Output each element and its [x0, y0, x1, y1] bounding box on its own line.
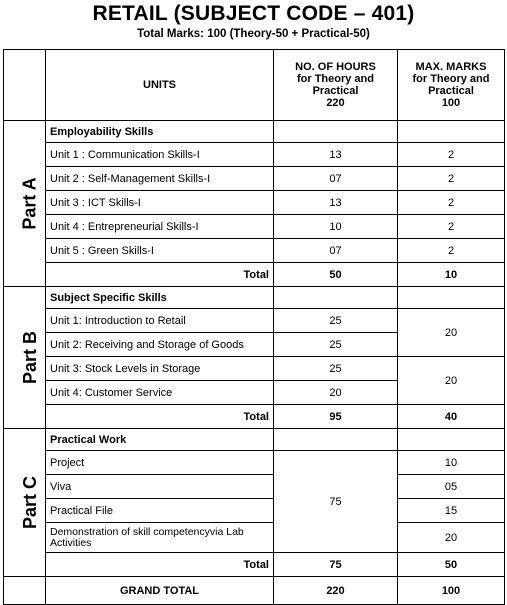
- practical-item-marks: 05: [398, 475, 505, 499]
- header-marks-line: 100: [441, 97, 461, 109]
- grand-total-row: [4, 577, 505, 605]
- unit-name: Unit 4 : Entrepreneurial Skills-I: [46, 215, 274, 239]
- header-hours-line: 220: [326, 97, 345, 109]
- unit-hours: 13: [274, 191, 398, 215]
- unit-marks-group: 20: [398, 357, 505, 405]
- unit-hours: 07: [274, 167, 398, 191]
- table-row: [4, 357, 505, 381]
- total-row: [4, 263, 505, 287]
- unit-name: Unit 2 : Self-Management Skills-I: [46, 167, 274, 191]
- table-row: [4, 309, 505, 333]
- practical-item-marks: 20: [398, 523, 505, 553]
- unit-marks: 2: [398, 167, 505, 191]
- total-label: Total: [46, 263, 274, 287]
- table-row: [4, 143, 505, 167]
- total-hours: 95: [274, 405, 398, 429]
- unit-name: Unit 1 : Communication Skills-I: [46, 143, 274, 167]
- practical-item-marks: 10: [398, 451, 505, 475]
- unit-name: Unit 3: Stock Levels in Storage: [46, 357, 274, 381]
- part-b-label: Part B: [20, 330, 41, 385]
- part-a-label: Part A: [19, 177, 40, 230]
- grand-total-marks: 100: [398, 577, 505, 605]
- page-title: RETAIL (SUBJECT CODE – 401): [92, 2, 415, 25]
- header-hours-line: NO. OF HOURS: [295, 61, 376, 73]
- total-hours: 75: [274, 553, 398, 577]
- header-hours-line: Practical: [312, 85, 359, 97]
- unit-hours: 25: [274, 309, 398, 333]
- grand-total-label: GRAND TOTAL: [46, 577, 274, 605]
- unit-name: Unit 2: Receiving and Storage of Goods: [46, 333, 274, 357]
- unit-marks: 2: [398, 239, 505, 263]
- total-row: [4, 405, 505, 429]
- total-hours: 50: [274, 263, 398, 287]
- unit-marks: 2: [398, 215, 505, 239]
- table-row: [4, 287, 505, 309]
- practical-item-name: Practical File: [46, 499, 274, 523]
- unit-hours: 07: [274, 239, 398, 263]
- header-marks-line: for Theory and: [412, 73, 490, 85]
- header-marks-line: MAX. MARKS: [415, 61, 487, 73]
- unit-hours: 13: [274, 143, 398, 167]
- table-row: [4, 429, 505, 451]
- unit-marks-group: 20: [398, 309, 505, 357]
- header-marks: [398, 50, 505, 121]
- marks-table: [3, 49, 505, 605]
- header-hours: [274, 50, 398, 121]
- category-subject-specific: Subject Specific Skills: [46, 287, 274, 309]
- header-units: UNITS: [46, 50, 274, 121]
- practical-item-name: Viva: [46, 475, 274, 499]
- table-row: [4, 499, 505, 523]
- category-employability: Employability Skills: [46, 121, 274, 143]
- unit-hours: 25: [274, 333, 398, 357]
- table-row: [4, 239, 505, 263]
- header-blank: [4, 50, 46, 121]
- practical-item-name: Demonstration of skill competencyvia Lab Activities: [46, 523, 274, 553]
- part-a-label-cell: [4, 121, 46, 287]
- unit-marks: 2: [398, 143, 505, 167]
- total-label: Total: [46, 405, 274, 429]
- practical-hours: 75: [274, 451, 398, 553]
- unit-marks: 2: [398, 191, 505, 215]
- category-practical: Practical Work: [46, 429, 274, 451]
- total-marks: 10: [398, 263, 505, 287]
- part-c-label-cell: [4, 429, 46, 577]
- unit-hours: 10: [274, 215, 398, 239]
- unit-name: Unit 3 : ICT Skills-I: [46, 191, 274, 215]
- header-marks-line: Practical: [428, 85, 474, 97]
- total-marks: 50: [398, 553, 505, 577]
- total-label: Total: [46, 553, 274, 577]
- unit-hours: 25: [274, 357, 398, 381]
- table-row: [4, 475, 505, 499]
- unit-name: Unit 1: Introduction to Retail: [46, 309, 274, 333]
- table-row: [4, 215, 505, 239]
- unit-name: Unit 5 : Green Skills-I: [46, 239, 274, 263]
- table-row: [4, 191, 505, 215]
- practical-item-marks: 15: [398, 499, 505, 523]
- table-row: [4, 523, 505, 553]
- unit-name: Unit 4: Customer Service: [46, 381, 274, 405]
- page-subtitle: Total Marks: 100 (Theory-50 + Practical-50): [137, 28, 370, 40]
- table-row: [4, 167, 505, 191]
- table-header-row: [4, 50, 505, 121]
- practical-item-name: Project: [46, 451, 274, 475]
- unit-hours: 20: [274, 381, 398, 405]
- table-row: [4, 451, 505, 475]
- table-row: [4, 121, 505, 143]
- grand-total-hours: 220: [274, 577, 398, 605]
- total-marks: 40: [398, 405, 505, 429]
- total-row: [4, 553, 505, 577]
- header-hours-line: for Theory and: [296, 73, 374, 85]
- part-c-label: Part C: [20, 475, 41, 530]
- part-b-label-cell: [4, 287, 46, 429]
